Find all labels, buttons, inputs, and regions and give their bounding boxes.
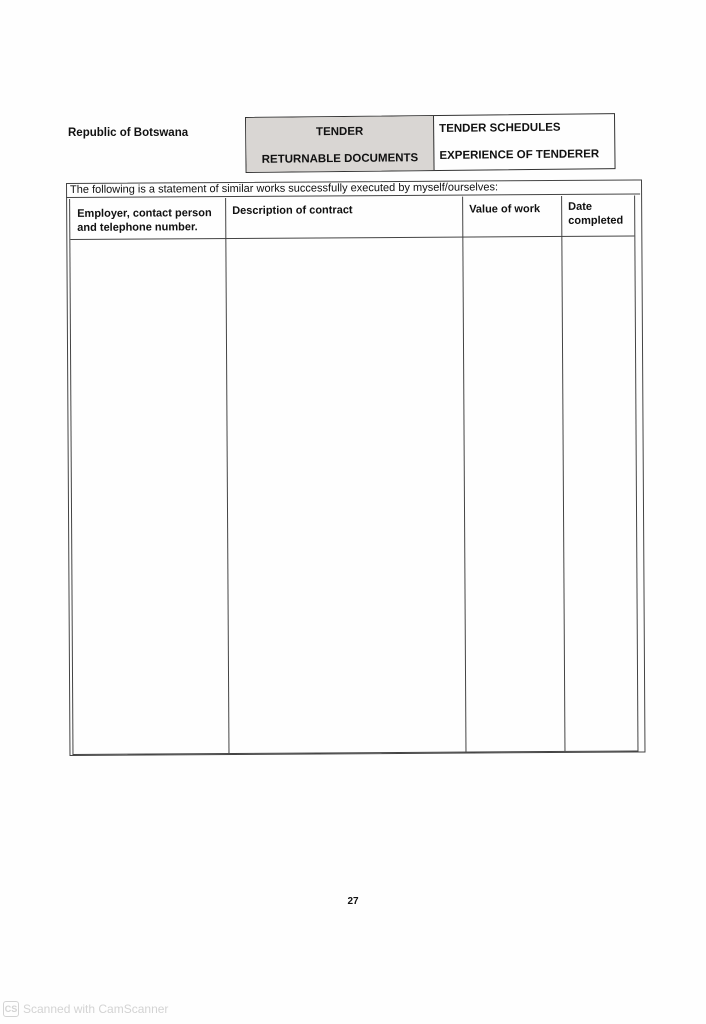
page-number: 27 bbox=[347, 896, 359, 907]
header-box-left bbox=[246, 116, 435, 172]
organization-name: Republic of Botswana bbox=[68, 127, 189, 139]
column-header-value: Value of work bbox=[469, 203, 541, 216]
column-header-date: Date completed bbox=[568, 200, 624, 227]
header-schedules-label: TENDER SCHEDULES bbox=[439, 121, 561, 135]
table-grid bbox=[69, 196, 638, 755]
table-intro-text: The following is a statement of similar works successfully executed by myself/ourselves: bbox=[70, 181, 499, 196]
header-returnable-label: RETURNABLE DOCUMENTS bbox=[261, 152, 419, 166]
column-header-description: Description of contract bbox=[232, 204, 353, 217]
header-box-right bbox=[434, 114, 615, 170]
watermark-text: Scanned with CamScanner bbox=[23, 1002, 169, 1016]
column-divider bbox=[225, 198, 229, 753]
experience-table bbox=[66, 179, 644, 757]
header-row-divider bbox=[70, 236, 634, 240]
header-tender-label: TENDER bbox=[315, 125, 364, 139]
column-header-employer: Employer, contact person and telephone number. bbox=[77, 207, 212, 234]
camscanner-logo-icon: CS bbox=[3, 1001, 19, 1017]
camscanner-watermark bbox=[3, 1001, 168, 1017]
header-box bbox=[245, 113, 616, 173]
column-divider bbox=[462, 197, 466, 752]
column-divider bbox=[561, 196, 565, 751]
header-section-title: EXPERIENCE OF TENDERER bbox=[439, 148, 600, 162]
